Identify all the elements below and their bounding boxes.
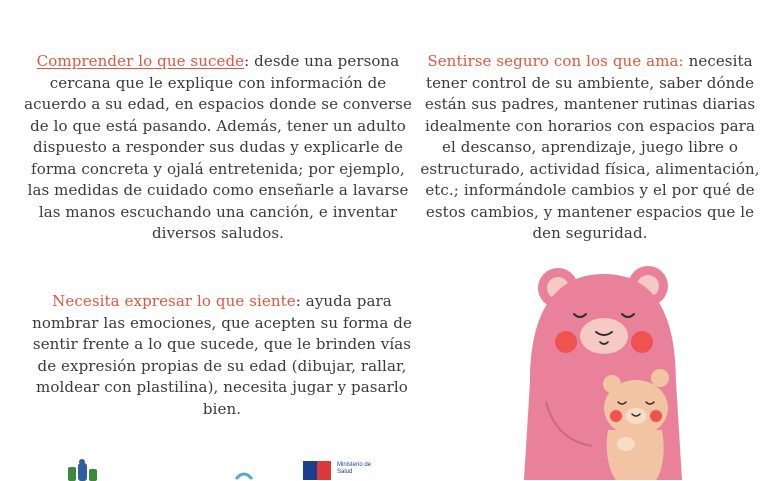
partner-mark [234, 469, 254, 481]
bear-illustration [500, 262, 705, 480]
section-understand-body: : desde una persona cercana que le explique con información de acuerdo a su edad, en espacios donde se converse de lo que está pasando. Además, tener un adulto dispuesto a responder sus dudas y explicarle de forma concreta y ojalá entretenida; por ejemplo, las medidas de cuidado como enseñarle a lavarse las manos escuchando una canción, e inventar diversos saludos. [24, 52, 412, 242]
section-understand-lead: Comprender lo que sucede [36, 52, 245, 70]
ministerio-salud-text: Ministerio de Salud [337, 462, 372, 475]
footer-logos [0, 455, 420, 480]
section-express-body: : ayuda para nombrar las emociones, que acepten su forma de sentir frente a lo que sucede, que le brinden vías de expresión propias de su edad (dibujar, rallar, moldear con plastilina), necesita jugar y pasarlo bien. [32, 292, 412, 418]
section-express-feelings [22, 291, 422, 420]
section-feel-safe [420, 51, 760, 245]
section-feel-safe-lead: Sentirse seguro con los que ama: [427, 52, 684, 70]
ministerio-salud-logo [303, 461, 385, 480]
cub-bear [603, 369, 669, 480]
partner-logo [66, 459, 112, 481]
section-understand [18, 51, 418, 245]
section-express-lead: Necesita expresar lo que siente [52, 292, 296, 310]
section-feel-safe-body: necesita tener control de su ambiente, saber dónde están sus padres, mantener rutinas diarias idealmente con horarios con espacios para el descanso, aprendizaje, juego libre o estructurado, actividad física, alimentación, etc.; informándole cambios y el por qué de estos cambios, y mantener espacios que le den seguridad. [420, 52, 760, 242]
chile-flag-icon [303, 461, 331, 480]
